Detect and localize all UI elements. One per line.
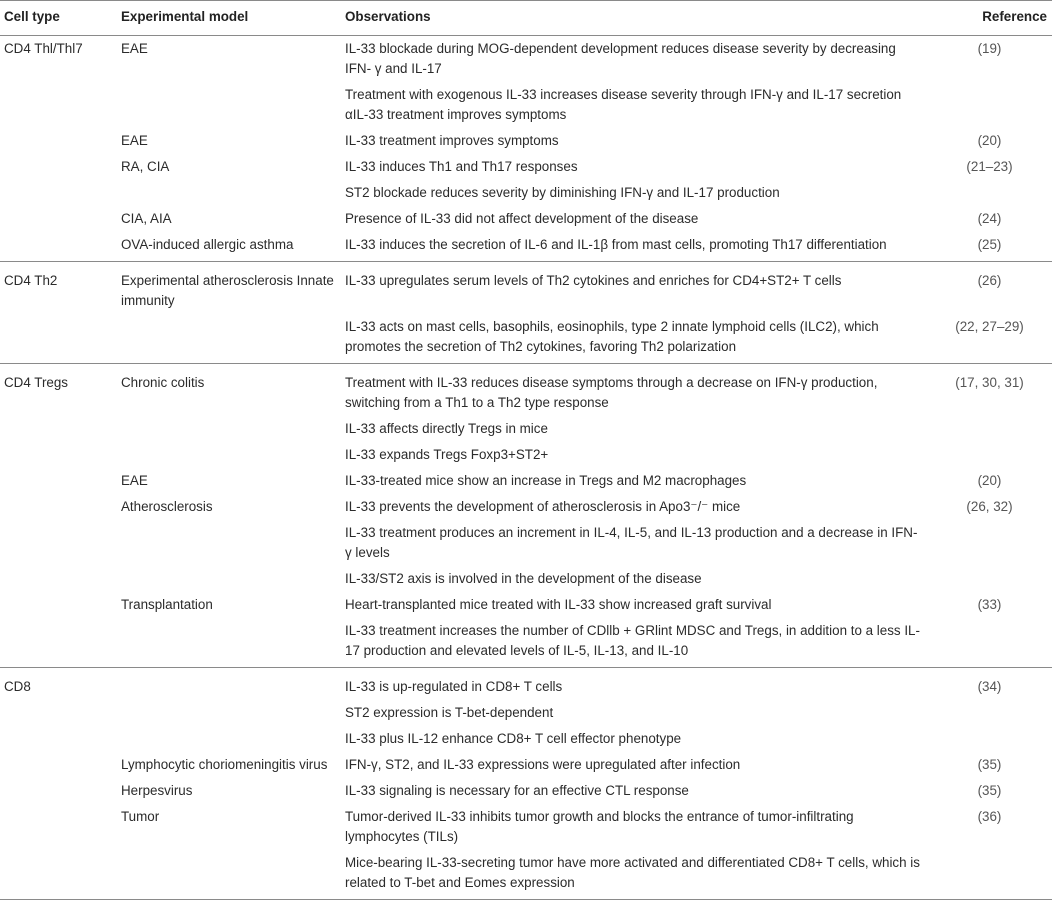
- cell-type-cell: CD4 Tregs: [4, 375, 68, 390]
- cell-type-cell: [0, 416, 117, 442]
- cell-type-cell: [0, 494, 117, 520]
- reference-cell: (17, 30, 31): [955, 375, 1024, 390]
- cell-type-cell: [0, 566, 117, 592]
- experimental-model-cell: [117, 520, 341, 566]
- header-row: [0, 1, 1052, 36]
- cell-type-cell: [0, 726, 117, 752]
- table-row: [0, 232, 1052, 262]
- experimental-model-cell: EAE: [121, 41, 148, 56]
- observation-cell: IL-33 is up-regulated in CD8+ T cells: [345, 679, 563, 694]
- experimental-model-cell: EAE: [121, 133, 148, 148]
- experimental-model-cell: [117, 442, 341, 468]
- table-row: [0, 850, 1052, 900]
- experimental-model-cell: EAE: [121, 473, 148, 488]
- table-row: [0, 206, 1052, 232]
- reference-cell: (22, 27–29): [927, 314, 1052, 364]
- experimental-model-cell: [117, 180, 341, 206]
- table-row: [0, 364, 1052, 417]
- cell-type-cell: [0, 468, 117, 494]
- table-body: [0, 36, 1052, 900]
- cell-type-cell: [0, 850, 117, 900]
- reference-cell: [927, 180, 1052, 206]
- observation-cell: ST2 blockade reduces severity by diminishing IFN-γ and IL-17 production: [345, 185, 780, 200]
- cell-type-cell: [0, 314, 117, 364]
- table-row: [0, 520, 1052, 566]
- reference-cell: [927, 726, 1052, 752]
- reference-cell: [927, 618, 1052, 668]
- reference-cell: (26, 32): [966, 499, 1013, 514]
- reference-cell: (20): [977, 473, 1002, 488]
- observation-cell: IL-33 treatment improves symptoms: [345, 133, 559, 148]
- experimental-model-cell: [117, 314, 341, 364]
- table-row: [0, 804, 1052, 850]
- observation-cell: IL-33 treatment produces an increment in IL-4, IL-5, and IL-13 production and a decrease in IFN-γ levels: [345, 525, 918, 560]
- cell-type-cell: [0, 206, 117, 232]
- table-row: [0, 700, 1052, 726]
- cell-type-cell: [0, 128, 117, 154]
- reference-cell: (19): [977, 41, 1002, 56]
- cell-type-cell: [0, 232, 117, 262]
- observation-cell: IL-33 blockade during MOG-dependent development reduces disease severity by decreasing IFN- γ and IL-17: [345, 41, 896, 76]
- reference-cell: (25): [927, 232, 1052, 262]
- observation-cell: IL-33 prevents the development of atherosclerosis in Apo3⁻/⁻ mice: [345, 499, 741, 514]
- experimental-model-cell: [117, 668, 341, 701]
- reference-cell: [927, 416, 1052, 442]
- observation-cell: Tumor-derived IL-33 inhibits tumor growth and blocks the entrance of tumor-infiltrating lymphocytes (TILs): [345, 809, 854, 844]
- cell-type-cell: [0, 752, 117, 778]
- observation-cell: IL-33 affects directly Tregs in mice: [345, 421, 548, 436]
- reference-cell: [927, 82, 1052, 128]
- reference-cell: [927, 700, 1052, 726]
- reference-cell: [927, 566, 1052, 592]
- cell-type-cell: [0, 154, 117, 180]
- observation-cell: Mice-bearing IL-33-secreting tumor have more activated and differentiated CD8+ T cells, which is related to T-bet and Eomes expression: [341, 850, 927, 900]
- experimental-model-cell: Transplantation: [121, 597, 213, 612]
- header-observations: Observations: [341, 1, 927, 36]
- experimental-model-cell: Chronic colitis: [121, 375, 205, 390]
- experimental-model-cell: RA, CIA: [121, 159, 170, 174]
- cell-type-cell: [0, 778, 117, 804]
- reference-cell: (35): [977, 783, 1002, 798]
- experimental-model-cell: Herpesvirus: [121, 783, 193, 798]
- cell-type-cell: [0, 520, 117, 566]
- cell-type-cell: CD4 Thl/Thl7: [4, 41, 83, 56]
- observation-cell: IL-33 induces Th1 and Th17 responses: [345, 159, 578, 174]
- reference-cell: [927, 520, 1052, 566]
- experimental-model-cell: [117, 566, 341, 592]
- observation-cell: IL-33 upregulates serum levels of Th2 cytokines and enriches for CD4+ST2+ T cells: [345, 273, 842, 288]
- header-reference: Reference: [927, 1, 1052, 36]
- cell-type-cell: CD8: [4, 679, 31, 694]
- experimental-model-cell: [117, 82, 341, 128]
- reference-cell: (36): [977, 809, 1002, 824]
- reference-cell: (24): [977, 211, 1002, 226]
- reference-cell: (21–23): [966, 159, 1013, 174]
- table-row: [0, 468, 1052, 494]
- experimental-model-cell: [117, 850, 341, 900]
- table-row: [0, 618, 1052, 668]
- cell-type-cell: [0, 180, 117, 206]
- table-row: [0, 416, 1052, 442]
- table-row: [0, 262, 1052, 315]
- experimental-model-cell: [117, 416, 341, 442]
- table-row: [0, 128, 1052, 154]
- table-row: [0, 566, 1052, 592]
- observation-cell: IL-33 signaling is necessary for an effective CTL response: [345, 783, 689, 798]
- experimental-model-cell: [117, 618, 341, 668]
- observation-cell: Treatment with IL-33 reduces disease symptoms through a decrease on IFN-γ production, switching from a Th1 to a Th2 type response: [345, 375, 878, 410]
- reference-cell: [927, 442, 1052, 468]
- observation-cell: Heart-transplanted mice treated with IL-33 show increased graft survival: [345, 597, 772, 612]
- observation-cell: Presence of IL-33 did not affect development of the disease: [345, 211, 699, 226]
- table-row: [0, 314, 1052, 364]
- reference-cell: [927, 850, 1052, 900]
- reference-cell: (20): [977, 133, 1002, 148]
- experimental-model-cell: Experimental atherosclerosis Innate immunity: [121, 273, 334, 308]
- experimental-model-cell: Tumor: [121, 809, 160, 824]
- observation-cell: IL-33 induces the secretion of IL-6 and IL-1β from mast cells, promoting Th17 differentiation: [341, 232, 927, 262]
- cell-type-cell: [0, 442, 117, 468]
- table-row: [0, 778, 1052, 804]
- table-row: [0, 592, 1052, 618]
- reference-cell: (35): [977, 757, 1002, 772]
- reference-cell: (26): [977, 273, 1002, 288]
- observation-cell: IFN-γ, ST2, and IL-33 expressions were upregulated after infection: [345, 757, 741, 772]
- observation-cell: ST2 expression is T-bet-dependent: [345, 705, 554, 720]
- observation-cell: Treatment with exogenous IL-33 increases disease severity through IFN-γ and IL-17 secretion αIL-33 treatment improves symptoms: [345, 87, 902, 122]
- cell-type-cell: [0, 592, 117, 618]
- observation-cell: IL-33/ST2 axis is involved in the development of the disease: [345, 571, 702, 586]
- experimental-model-cell: [117, 726, 341, 752]
- cell-type-cell: [0, 618, 117, 668]
- experimental-model-cell: CIA, AIA: [121, 211, 172, 226]
- cell-type-cell: [0, 700, 117, 726]
- table-row: [0, 36, 1052, 83]
- table-row: [0, 154, 1052, 180]
- cell-type-cell: CD4 Th2: [4, 273, 58, 288]
- cell-type-cell: [0, 804, 117, 850]
- table-row: [0, 494, 1052, 520]
- experimental-model-cell: Lymphocytic choriomeningitis virus: [121, 757, 328, 772]
- observation-cell: IL-33 expands Tregs Foxp3+ST2+: [345, 447, 549, 462]
- observation-cell: IL-33 acts on mast cells, basophils, eosinophils, type 2 innate lymphoid cells (ILC2), which promotes the secretion of Th2 cytokines, favoring Th2 polarization: [341, 314, 927, 364]
- table-row: [0, 180, 1052, 206]
- table-row: [0, 726, 1052, 752]
- cell-type-cell: [0, 82, 117, 128]
- reference-cell: (33): [977, 597, 1002, 612]
- observation-cell: IL-33 treatment increases the number of CDllb + GRlint MDSC and Tregs, in addition to a less IL-17 production and elevated levels of IL-5, IL-13, and IL-10: [341, 618, 927, 668]
- table-row: [0, 82, 1052, 128]
- table-row: [0, 668, 1052, 701]
- table-row: [0, 442, 1052, 468]
- observation-cell: IL-33 plus IL-12 enhance CD8+ T cell effector phenotype: [345, 731, 682, 746]
- header-experimental-model: Experimental model: [117, 1, 341, 36]
- experimental-model-cell: OVA-induced allergic asthma: [117, 232, 341, 262]
- table-row: [0, 752, 1052, 778]
- observation-cell: IL-33-treated mice show an increase in Tregs and M2 macrophages: [345, 473, 747, 488]
- experimental-model-cell: [117, 700, 341, 726]
- header-cell-type: Cell type: [0, 1, 117, 36]
- experimental-model-cell: Atherosclerosis: [121, 499, 213, 514]
- reference-cell: (34): [977, 679, 1002, 694]
